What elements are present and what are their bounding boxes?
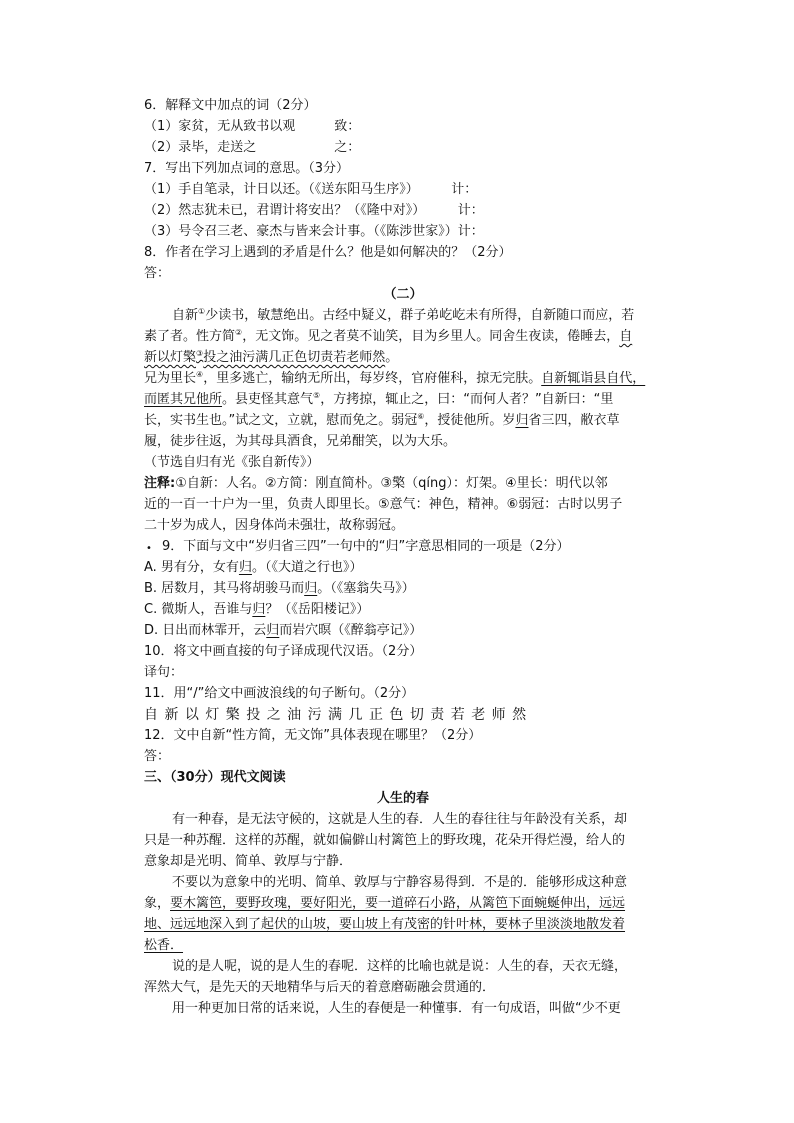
article-line: 浑然大气，是先天的天地精华与后天的着意磨砺融会贯通的．	[144, 980, 496, 995]
notes-line: 二十岁为成人，因身体尚未强壮，故称弱冠。	[144, 518, 405, 533]
q9-title: 9．下面与文中“岁归省三四”一句中的“归”字意思相同的一项是（2分）	[162, 539, 570, 554]
passage-source: （节选自归有光《张自新传》）	[144, 455, 320, 470]
passage-2-heading: （二）	[383, 287, 423, 302]
q6-item-1: （1）家贫，无从致书以观 致：	[144, 119, 361, 134]
article-line: 松香．	[144, 938, 184, 953]
q8-answer-label: 答：	[144, 266, 171, 281]
q7-item-2: （2）然志犹未已，君谓计将安出？（《隆中对》） 计：	[144, 203, 484, 218]
notes-label: 注释:	[144, 476, 176, 491]
q12-answer-label: 答：	[144, 749, 171, 764]
article-line: 地、远远地深入到了起伏的山坡，要山坡上有茂密的针叶林，要林子里淡淡地散发着	[144, 917, 626, 932]
q11-title: 11．用“/”给文中画波浪线的句子断句。（2分）	[144, 686, 415, 701]
q10-answer-label: 译句：	[144, 665, 184, 680]
q8-title: 8．作者在学习上遇到的矛盾是什么？他是如何解决的？（2分）	[144, 245, 512, 260]
q11-sentence: 自 新 以 灯 檠 投 之 油 污 满 几 正 色 切 责 若 老 师 然	[144, 707, 528, 723]
article-title: 人生的春	[376, 791, 429, 806]
article-line: 有一种春，是无法守候的，这就是人生的春．人生的春往往与年龄没有关系，却	[172, 812, 628, 827]
q6-item-2: （2）录毕，走送之 之：	[144, 140, 361, 155]
notes-line: 注释:①自新：人名。②方简：刚直简朴。③檠（qíng）：灯架。④里长：明代以邻	[144, 476, 608, 491]
passage-2-line: 素了者。性方简②，无文饰。见之者莫不讪笑，目为乡里人。同舍生夜读，倦睡去，自	[144, 328, 633, 344]
passage-2-line: 兄为里长④，里多逃亡，输纳无所出，每岁终，官府催科，掠无完肤。自新辄诣县自代，	[144, 370, 646, 386]
passage-2-line: 自新①少读书，敏慧绝出。古经中疑义，群子弟屹屹未有所得，自新随口而应，若	[172, 307, 635, 323]
q9-option-a: A. 男有分，女有归。（《大道之行也》）	[144, 560, 363, 575]
article-line: 意象却是光明、简单、敦厚与宁静．	[144, 854, 353, 869]
q7-item-1: （1）手自笔录，计日以还。（《送东阳马生序》） 计：	[144, 182, 478, 197]
q9-option-b: B. 居数月，其马将胡骏马而归。（《塞翁失马》）	[144, 581, 415, 596]
q10-title: 10．将文中画直接的句子译成现代汉语。（2分）	[144, 644, 423, 659]
article-line: 用一种更加日常的话来说，人生的春便是一种懂事．有一句成语，叫做“少不更	[172, 1001, 621, 1016]
article-line: 象，要木篱笆，要野玫瑰，要好阳光，要一道碎石小路，从篱笆下面蜿蜒伸出，远远	[144, 896, 626, 911]
q7-title: 7．写出下列加点词的意思。（3分）	[144, 161, 350, 176]
bullet-icon: •	[146, 543, 152, 554]
q6-title: 6．解释文中加点的词（2分）	[144, 98, 317, 113]
q12-title: 12．文中自新“性方简，无文饰”具体表现在哪里？（2分）	[144, 728, 482, 743]
article-line: 说的是人呢，说的是人生的春呢．这样的比喻也就是说：人生的春，天衣无缝，	[172, 959, 628, 974]
passage-2-line: 而匿其兄他所。县吏怪其意气⑤，方拷掠，辄止之，曰：“而何人者？”自新曰：“里	[144, 391, 614, 407]
passage-2-wavy-sentence: 新以灯檠③投之油污满几正色切责若老师然。	[144, 349, 399, 365]
q9-option-d: D. 日出而林霏开，云归而岩穴暝（《醉翁亭记》）	[144, 623, 423, 638]
article-line: 只是一种苏醒．这样的苏醒，就如偏僻山村篱笆上的野玫瑰，花朵开得烂漫，给人的	[144, 833, 626, 848]
passage-2-line: 履，徒步往返，为其母具酒食，兄弟酣笑，以为大乐。	[144, 434, 457, 449]
article-line: 不要以为意象中的光明、简单、敦厚与宁静容易得到．不是的．能够形成这种意	[172, 875, 628, 890]
passage-2-line: 长，实书生也。”试之文，立就，慰而免之。弱冠⑥，授徒他所。岁归省三四，敝衣草	[144, 412, 620, 428]
notes-line: 近的一百一十户为一里，负责人即里长。⑤意气：神色，精神。⑥弱冠：古时以男子	[144, 497, 623, 512]
section-3-heading: 三、（30分）现代文阅读	[144, 770, 286, 785]
q9-option-c: C. 微斯人，吾谁与归？（《岳阳楼记》）	[144, 602, 370, 617]
q7-item-3: （3）号令召三老、豪杰与皆来会计事。（《陈涉世家》）计：	[144, 224, 484, 239]
